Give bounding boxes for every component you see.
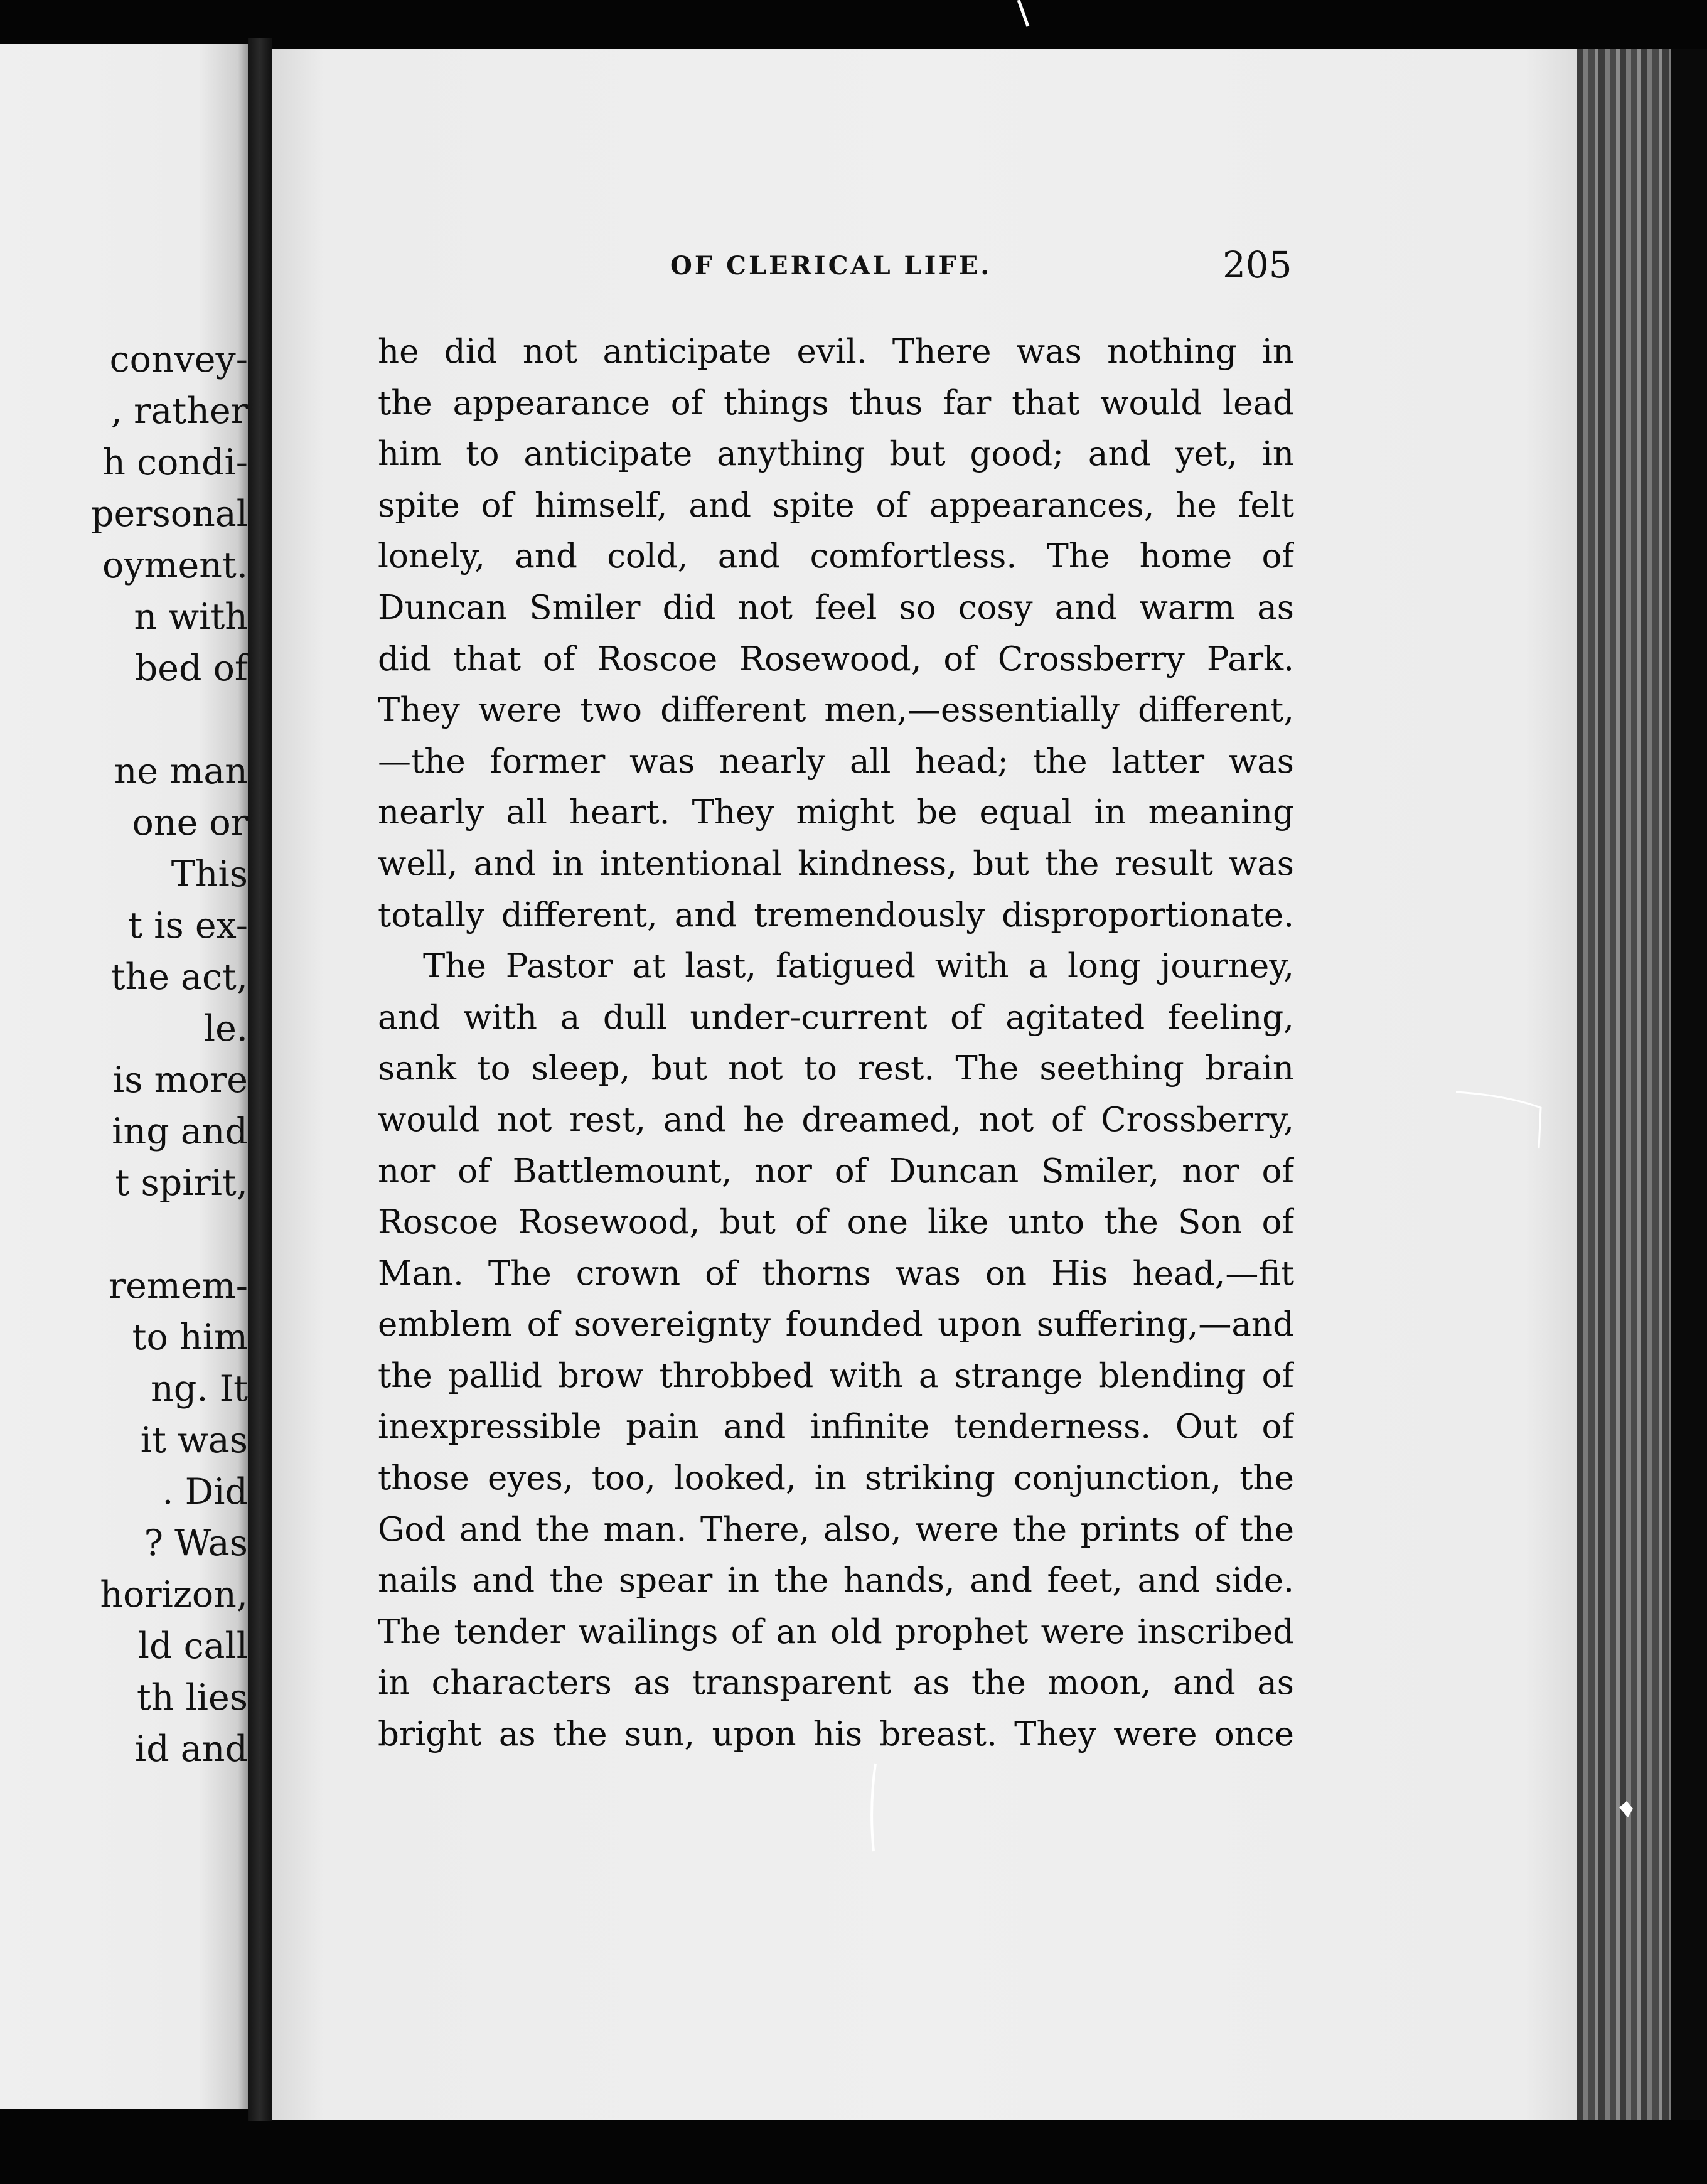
text-line: him to anticipate anything but good; and yet, in xyxy=(378,435,1294,474)
text-line: —the former was nearly all head; the latter was xyxy=(378,742,1294,781)
text-line: They were two different men,—essentially different, xyxy=(378,691,1294,730)
text-line: sank to sleep, but not to rest. The seething brain xyxy=(378,1049,1294,1088)
text-line: Roscoe Rosewood, but of one like unto the Son of xyxy=(378,1203,1294,1242)
left-line: le. xyxy=(203,1008,248,1049)
running-head: OF CLERICAL LIFE. xyxy=(670,251,992,281)
left-line: remem- xyxy=(108,1265,248,1307)
text-line: he did not anticipate evil. There was nothing in xyxy=(378,333,1294,371)
text-line: emblem of sovereignty founded upon suffering,—and xyxy=(378,1305,1294,1344)
text-line: God and the man. There, also, were the prints of the xyxy=(378,1510,1294,1549)
text-line: and with a dull under-current of agitated feeling, xyxy=(378,998,1294,1037)
text-line: Man. The crown of thorns was on His head,—fit xyxy=(378,1254,1294,1293)
text-line: nearly all heart. They might be equal in meaning xyxy=(378,793,1294,832)
text-line: inexpressible pain and infinite tenderness. Out of xyxy=(378,1408,1294,1447)
scan-border xyxy=(1671,49,1707,2120)
left-line: . Did xyxy=(162,1471,248,1512)
page-number: 205 xyxy=(1223,244,1292,286)
text-line: did that of Roscoe Rosewood, of Crossberry Park. xyxy=(378,640,1294,678)
text-line: totally different, and tremendously disproportionate. xyxy=(378,896,1294,934)
text-line: the appearance of things thus far that would lead xyxy=(378,383,1294,422)
left-line: ? Was xyxy=(144,1523,248,1564)
text-line: nor of Battlemount, nor of Duncan Smiler, nor of xyxy=(378,1152,1294,1191)
text-line: in characters as transparent as the moon, and as xyxy=(378,1664,1294,1703)
left-line: id and xyxy=(134,1728,248,1770)
left-line: t spirit, xyxy=(115,1162,248,1204)
text-line: nails and the spear in the hands, and feet, and side. xyxy=(378,1561,1294,1600)
left-line: it was xyxy=(140,1420,248,1461)
left-line: to him xyxy=(132,1317,248,1358)
left-line: oyment. xyxy=(102,545,248,586)
left-line: the act, xyxy=(110,956,248,998)
left-line: , rather xyxy=(110,390,248,432)
book-gutter xyxy=(248,38,272,2121)
left-line: convey- xyxy=(109,339,248,380)
left-line: ing and xyxy=(112,1111,248,1152)
left-line: personal xyxy=(91,493,248,535)
left-line: This xyxy=(171,854,248,895)
left-line: is more xyxy=(113,1059,248,1101)
left-facing-page xyxy=(0,44,248,2109)
page-body-text xyxy=(378,326,1294,1760)
left-line: t is ex- xyxy=(128,905,248,946)
text-line: the pallid brow throbbed with a strange blending of xyxy=(378,1356,1294,1395)
left-line: h condi- xyxy=(102,442,248,483)
text-line: lonely, and cold, and comfortless. The home of xyxy=(378,537,1294,576)
text-line: bright as the sun, upon his breast. They were once xyxy=(378,1715,1294,1754)
left-line: ng. It xyxy=(151,1368,248,1410)
text-line: well, and in intentional kindness, but the result was xyxy=(378,844,1294,883)
left-line: horizon, xyxy=(100,1574,248,1615)
left-line: th lies xyxy=(136,1677,248,1718)
left-line: n with xyxy=(134,596,248,638)
paragraph-first-line: The Pastor at last, fatigued with a long journey, xyxy=(423,947,1294,986)
text-line: Duncan Smiler did not feel so cosy and warm as xyxy=(378,588,1294,627)
text-line: spite of himself, and spite of appearances, he felt xyxy=(378,486,1294,525)
left-line: ld call xyxy=(137,1625,248,1667)
text-line: those eyes, too, looked, in striking conjunction, the xyxy=(378,1459,1294,1498)
text-line: would not rest, and he dreamed, not of Crossberry, xyxy=(378,1100,1294,1139)
left-line: bed of xyxy=(134,648,248,689)
page-edges xyxy=(1577,49,1671,2120)
text-line: The tender wailings of an old prophet were inscribed xyxy=(378,1612,1294,1651)
left-line: ne man xyxy=(114,751,248,792)
left-line: one or xyxy=(132,802,248,843)
